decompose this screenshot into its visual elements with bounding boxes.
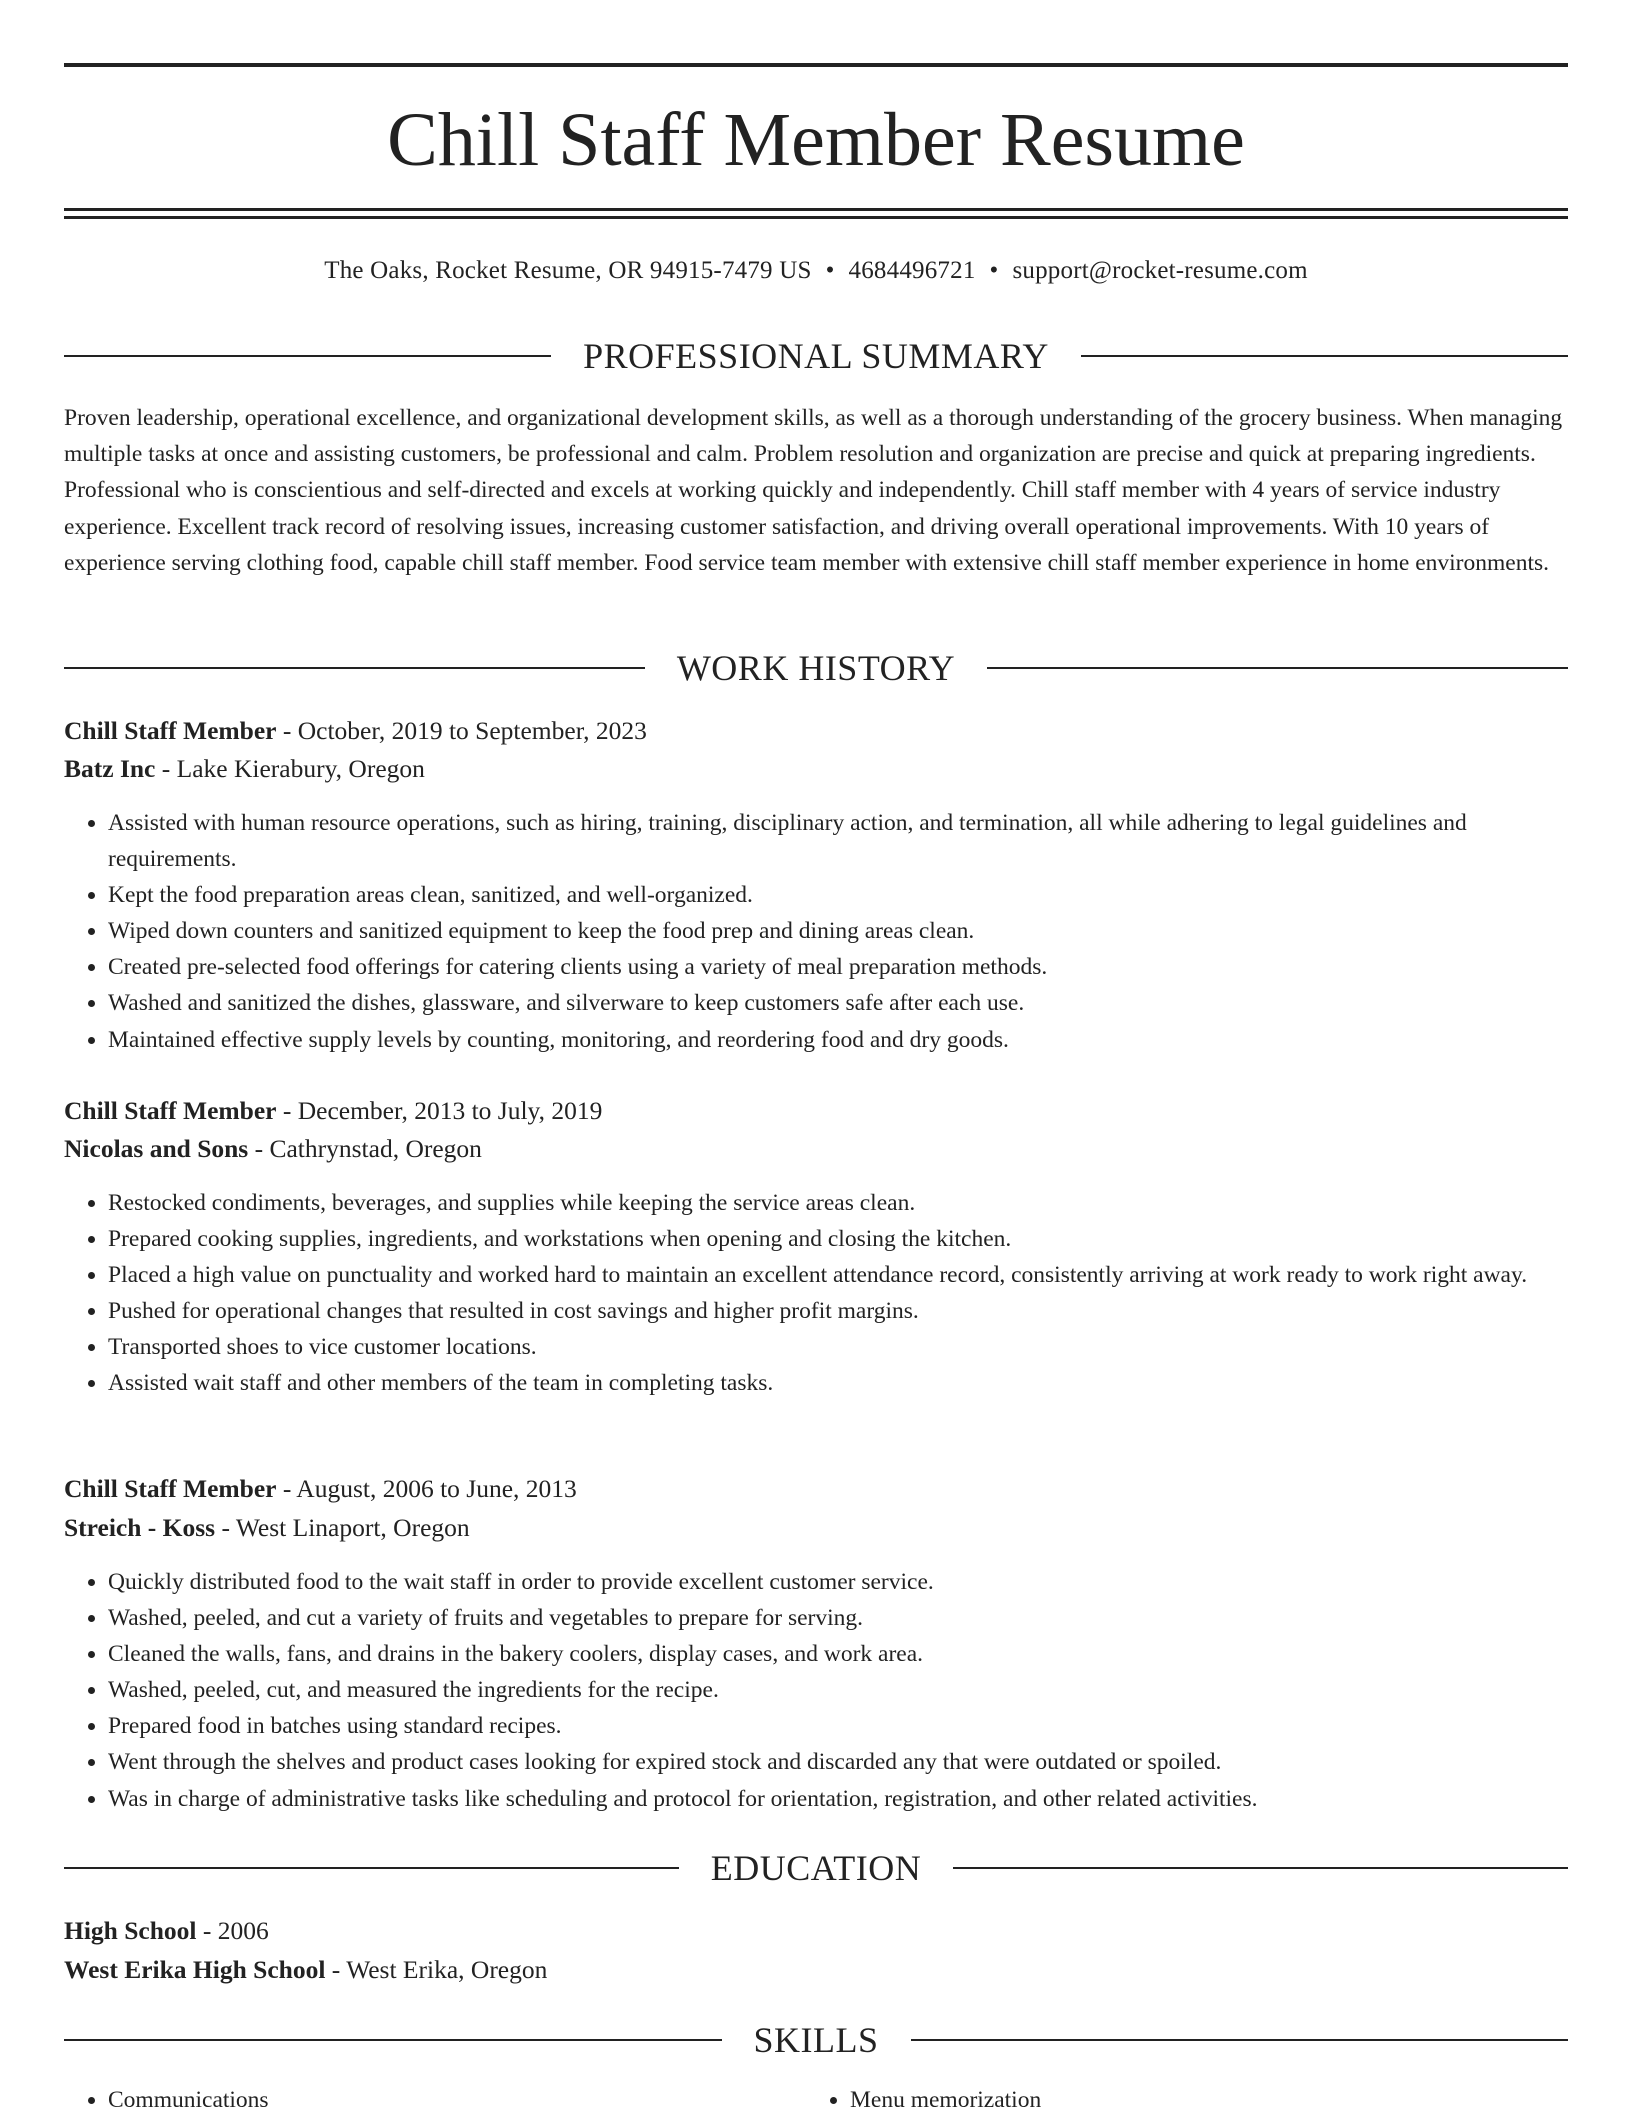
job-dates: - December, 2013 to July, 2019 [276,1096,603,1125]
section-heading-education [64,1848,1568,1888]
job-location: - Cathrynstad, Oregon [248,1134,482,1163]
resume-title: Chill Staff Member Resume [387,98,1245,182]
header-double-rule-lower [64,216,1568,219]
section-label: EDUCATION [710,1848,922,1888]
job-title-line [64,1471,1568,1507]
skill-item: • Menu memorization [850,2082,1550,2118]
job-bullet: • Cleaned the walls, fans, and drains in the bakery coolers, display cases, and work area. [108,1636,1568,1672]
job-bullet: • Prepared cooking supplies, ingredients, and workstations when opening and closing the kitchen. [108,1221,1568,1257]
job-bullet: • Assisted wait staff and other members of the team in completing tasks. [108,1365,1568,1401]
contact-address: The Oaks, Rocket Resume, OR 94915-7479 US [324,257,812,284]
section-rule-right [987,667,1568,669]
section-rule-right [911,2039,1569,2041]
job-bullet: • Washed, peeled, and cut a variety of fruits and vegetables to prepare for serving. [108,1600,1568,1636]
job-title: Chill Staff Member [64,1474,277,1503]
section-rule-left [64,2039,722,2041]
section-label: WORK HISTORY [676,648,956,688]
section-rule-right [953,1867,1568,1869]
education-year: - 2006 [196,1916,269,1945]
contact-separator: • [825,257,835,284]
skill-item: • Communications [108,2082,808,2118]
education-school-line [64,1952,1568,1988]
header-top-rule [64,63,1568,67]
job-company: Streich - Koss [64,1513,216,1542]
job-dates: - August, 2006 to June, 2013 [276,1474,577,1503]
job-bullet: • Washed, peeled, cut, and measured the ingredients for the recipe. [108,1672,1568,1708]
job-bullet: • Wiped down counters and sanitized equipment to keep the food prep and dining areas clean. [108,913,1568,949]
section-label: PROFESSIONAL SUMMARY [583,336,1049,376]
job-company-line [64,751,1568,787]
job-title: Chill Staff Member [64,716,277,745]
skills-list-left [64,2082,808,2118]
job-bullet: • Quickly distributed food to the wait staff in order to provide excellent customer service. [108,1564,1568,1600]
skills-list-right [806,2082,1550,2118]
job-location: - West Linaport, Oregon [215,1513,470,1542]
job-bullet: • Transported shoes to vice customer locations. [108,1329,1568,1365]
job-title-line [64,1093,1568,1129]
section-heading-work [64,648,1568,688]
section-label: SKILLS [753,2020,879,2060]
section-rule-right [1081,355,1568,357]
education-degree: High School [64,1916,197,1945]
section-rule-left [64,355,551,357]
education-school: West Erika High School [64,1955,326,1984]
job-bullet: • Created pre-selected food offerings for catering clients using a variety of meal preparation methods. [108,949,1568,985]
job-bullets [64,1564,1568,1817]
job-bullet: • Maintained effective supply levels by counting, monitoring, and reordering food and dry goods. [108,1022,1568,1058]
section-rule-left [64,667,645,669]
job-bullet: • Went through the shelves and product cases looking for expired stock and discarded any that were outdated or spoiled. [108,1744,1568,1780]
education-location: - West Erika, Oregon [325,1955,548,1984]
job-bullets [64,805,1568,1058]
job-title-line [64,713,1568,749]
contact-phone: 4684496721 [848,257,976,284]
contact-email: support@rocket-resume.com [1012,257,1308,284]
job-bullet: • Kept the food preparation areas clean, sanitized, and well-organized. [108,877,1568,913]
job-bullet: • Placed a high value on punctuality and worked hard to maintain an excellent attendance record, consistently arriving at work ready to work right away. [108,1257,1568,1293]
contact-separator: • [989,257,999,284]
summary-text: Proven leadership, operational excellence, and organizational development skills, as well as a thorough understanding of the grocery business. When managing multiple tasks at once and assisting customers, be professional and calm. Problem resolution and organization are precise and quick at preparing ingredients. Professional who is conscientious and self-directed and excels at working quickly and independently. Chill staff member with 4 years of service industry experience. Excellent track record of resolving issues, increasing customer satisfaction, and driving overall operational improvements. With 10 years of experience serving clothing food, capable chill staff member. Food service team member with extensive chill staff member experience in home environments. [64,405,1563,576]
job-company-line [64,1510,1568,1546]
job-company: Nicolas and Sons [64,1134,249,1163]
header-double-rule-upper [64,208,1568,211]
job-bullet: • Pushed for operational changes that resulted in cost savings and higher profit margins. [108,1293,1568,1329]
education-degree-line [64,1913,1568,1949]
job-title: Chill Staff Member [64,1096,277,1125]
section-heading-skills [64,2020,1568,2060]
job-company: Batz Inc [64,754,156,783]
job-bullet: • Was in charge of administrative tasks like scheduling and protocol for orientation, registration, and other related activities. [108,1781,1568,1817]
section-heading-summary [64,336,1568,376]
job-location: - Lake Kierabury, Oregon [155,754,425,783]
job-bullets [64,1185,1568,1402]
job-bullet: • Washed and sanitized the dishes, glassware, and silverware to keep customers safe after each use. [108,985,1568,1021]
contact-line [64,255,1568,287]
job-company-line [64,1131,1568,1167]
job-bullet: • Assisted with human resource operations, such as hiring, training, disciplinary action, and termination, all while adhering to legal guidelines and requirements. [108,805,1568,877]
job-bullet: • Restocked condiments, beverages, and supplies while keeping the service areas clean. [108,1185,1568,1221]
section-rule-left [64,1867,679,1869]
job-bullet: • Prepared food in batches using standard recipes. [108,1708,1568,1744]
job-dates: - October, 2019 to September, 2023 [276,716,647,745]
